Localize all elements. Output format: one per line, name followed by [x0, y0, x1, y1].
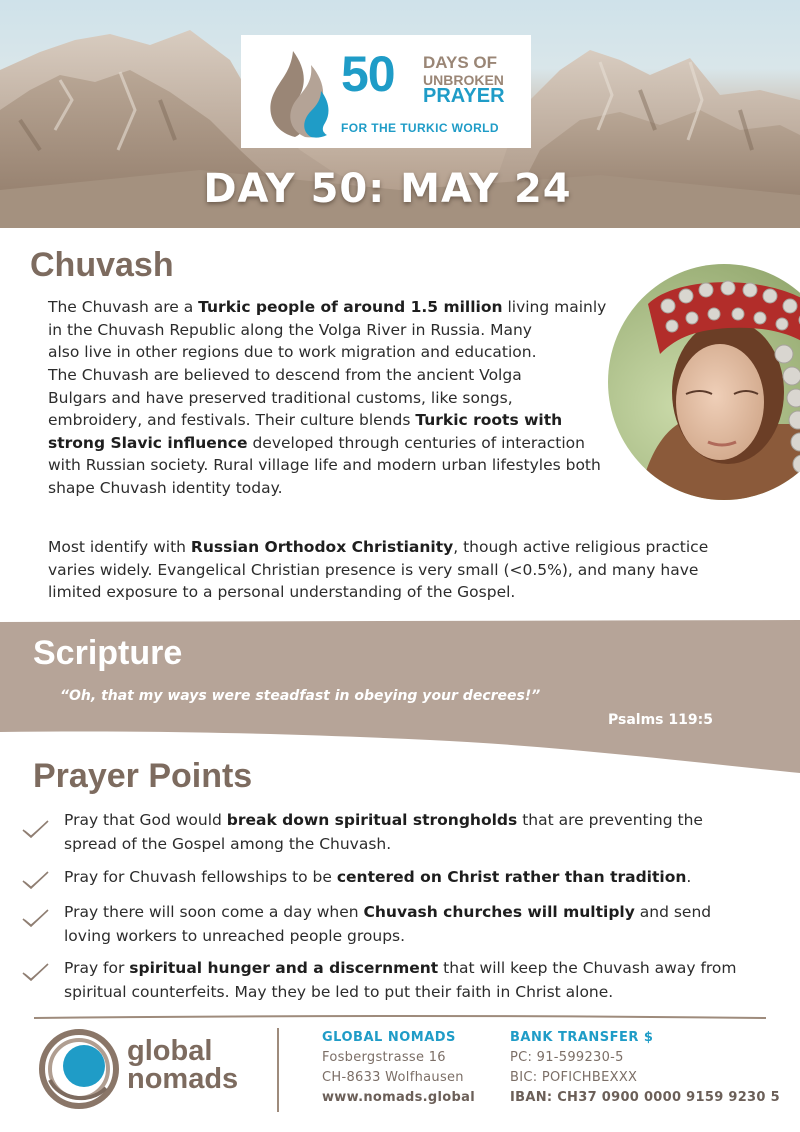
- org-website-link[interactable]: www.nomads.global: [322, 1090, 475, 1105]
- body-text: Pray for: [64, 959, 130, 977]
- org-address-city: CH-8633 Wolfhausen: [322, 1070, 464, 1085]
- emphasis-text: break down spiritual strongholds: [226, 811, 518, 829]
- bank-heading: BANK TRANSFER $: [510, 1030, 654, 1045]
- day-title: DAY 50: MAY 24: [203, 166, 572, 212]
- text-line: [64, 901, 764, 925]
- body-text: that will keep the Chuvash away from: [438, 959, 737, 977]
- footer-divider: [34, 1014, 766, 1020]
- org-address-street: Fosbergstrasse 16: [322, 1050, 446, 1065]
- people-group-title: Chuvash: [30, 246, 174, 284]
- text-line: [48, 319, 606, 342]
- checkmark-icon: [20, 869, 50, 891]
- text-line: [64, 981, 764, 1005]
- body-text: that are preventing the: [517, 811, 703, 829]
- logo-prayer: PRAYER: [423, 85, 505, 107]
- footer-vertical-divider: [277, 1028, 279, 1112]
- emphasis-text: centered on Christ rather than tradition: [336, 868, 687, 886]
- prayer-point-4: [64, 957, 764, 1004]
- text-line: [48, 477, 601, 500]
- checkmark-icon: [20, 961, 50, 983]
- body-text: Pray for Chuvash fellowships to be: [64, 868, 337, 886]
- bank-iban: IBAN: CH37 0900 0000 9159 9230 5: [510, 1090, 780, 1105]
- text-line: [48, 581, 708, 604]
- culture-paragraph: [48, 364, 601, 499]
- body-text: loving workers to unreached people groups.: [64, 926, 406, 945]
- logo-subtitle: FOR THE TURKIC WORLD: [341, 121, 499, 135]
- text-line: [48, 364, 601, 387]
- body-text: spiritual counterfeits. May they be led to put their faith in Christ alone.: [64, 982, 614, 1001]
- body-text: limited exposure to a personal understanding of the Gospel.: [48, 583, 516, 601]
- text-line: [64, 925, 764, 949]
- body-text: embroidery, and festivals. Their culture blends: [48, 411, 416, 429]
- emphasis-text: spiritual hunger and a discernment: [129, 959, 439, 977]
- text-line: [48, 296, 606, 319]
- body-text: varies widely. Evangelical Christian presence is very small (<0.5%), and many have: [48, 560, 699, 579]
- body-text: Most identify with: [48, 538, 191, 556]
- text-line: [48, 454, 601, 477]
- body-text: also live in other regions due to work migration and education.: [48, 343, 537, 361]
- global-nomads-circle-icon: [38, 1028, 120, 1110]
- scripture-verse: “Oh, that my ways were steadfast in obeying your decrees!”: [60, 688, 541, 704]
- body-text: Bulgars and have preserved traditional customs, like songs,: [48, 388, 513, 407]
- logo-days-of: DAYS OF: [423, 53, 498, 72]
- body-text: Pray there will soon come a day when: [64, 903, 364, 921]
- checkmark-icon: [20, 907, 50, 929]
- body-text: , though active religious practice: [453, 538, 709, 556]
- text-line: [64, 866, 764, 890]
- scripture-reference: Psalms 119:5: [608, 712, 713, 728]
- body-text: in the Chuvash Republic along the Volga River in Russia. Many: [48, 320, 532, 339]
- bank-pc: PC: 91-599230-5: [510, 1050, 624, 1065]
- text-line: [64, 809, 764, 833]
- campaign-logo: [241, 35, 531, 148]
- prayer-point-1: [64, 809, 764, 856]
- text-line: [48, 432, 601, 455]
- prayer-point-2: [64, 866, 764, 890]
- text-line: [48, 387, 601, 410]
- body-text: shape Chuvash identity today.: [48, 478, 283, 497]
- emphasis-text: Turkic roots with: [415, 411, 563, 429]
- text-line: [48, 536, 708, 559]
- body-text: .: [686, 868, 692, 886]
- emphasis-text: Chuvash churches will multiply: [363, 903, 635, 921]
- text-line: [48, 409, 601, 432]
- emphasis-text: strong Slavic influence: [48, 433, 248, 452]
- text-line: [64, 833, 764, 857]
- emphasis-text: Russian Orthodox Christianity: [190, 538, 454, 556]
- text-line: [48, 559, 708, 582]
- flame-logo-icon: [265, 43, 335, 139]
- global-nomads-logo-line1: global: [127, 1035, 213, 1067]
- religion-paragraph: [48, 536, 708, 604]
- intro-paragraph: [48, 296, 606, 364]
- org-heading: GLOBAL NOMADS: [322, 1030, 456, 1045]
- body-text: The Chuvash are believed to descend from the ancient Volga: [48, 366, 522, 384]
- body-text: and send: [634, 903, 712, 921]
- prayer-point-3: [64, 901, 764, 948]
- chuvash-woman-photo: [608, 264, 800, 500]
- text-line: [48, 341, 606, 364]
- scripture-title: Scripture: [33, 634, 183, 672]
- body-text: The Chuvash are a: [48, 298, 199, 316]
- logo-number: 50: [341, 46, 395, 102]
- body-text: with Russian society. Rural village life and modern urban lifestyles both: [48, 456, 601, 474]
- body-text: developed through centuries of interaction: [247, 433, 585, 452]
- body-text: Pray that God would: [64, 811, 227, 829]
- checkmark-icon: [20, 818, 50, 840]
- logo-unbroken: UNBROKEN: [423, 72, 504, 88]
- bank-bic: BIC: POFICHBEXXX: [510, 1070, 638, 1085]
- body-text: living mainly: [502, 298, 607, 316]
- emphasis-text: Turkic people of around 1.5 million: [198, 298, 503, 316]
- global-nomads-logo-line2: nomads: [127, 1063, 239, 1095]
- text-line: [64, 957, 764, 981]
- prayer-points-title: Prayer Points: [33, 757, 253, 795]
- body-text: spread of the Gospel among the Chuvash.: [64, 834, 392, 853]
- header-banner: [0, 0, 800, 228]
